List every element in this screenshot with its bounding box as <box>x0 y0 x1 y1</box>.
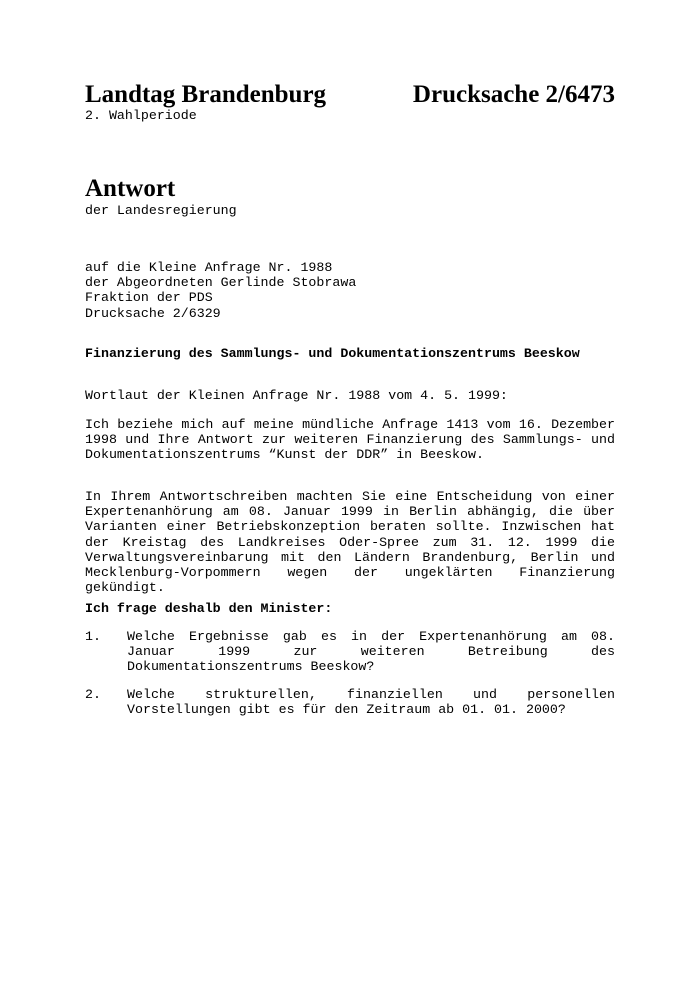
question-text: Welche strukturellen, finanziellen und personellen Vorstellungen gibt es für den Zeitraum ab 01. 01. 2000? <box>127 687 615 718</box>
parliament-name: Landtag Brandenburg <box>85 81 327 108</box>
question-heading: Ich frage deshalb den Minister: <box>85 601 333 616</box>
question-number: 1. <box>85 629 101 644</box>
legislative-period: 2. Wahlperiode <box>85 108 197 123</box>
document-header <box>85 80 615 110</box>
reference-line: der Abgeordneten Gerlinde Stobrawa <box>85 275 357 291</box>
body-paragraph: In Ihrem Antwortschreiben machten Sie eine Entscheidung von einer Expertenanhörung am 08. Januar 1999 in Berlin abhängig, die über Varianten einer Betriebskonzeption beraten sollte. Inzwischen hat der Kreistag des Landkreises Oder-Spree zum 31. 12. 1999 die Verwaltungsvereinbarung mit den Ländern Brandenburg, Berlin und Mecklenburg-Vorpommern wegen der ungeklärten Finanzierung gekündigt. <box>85 489 615 596</box>
subject-heading: Finanzierung des Sammlungs- und Dokumentationszentrums Beeskow <box>85 346 580 361</box>
question-text: Welche Ergebnisse gab es in der Expertenanhörung am 08. Januar 1999 zur weiteren Betreibung des Dokumentationszentrums Beeskow? <box>127 629 615 675</box>
body-paragraph: Ich beziehe mich auf meine mündliche Anfrage 1413 vom 16. Dezember 1998 und Ihre Antwort zur weiteren Finanzierung des Sammlungs- und Dokumentationszentrums “Kunst der DDR” in Beeskow. <box>85 417 615 463</box>
question-number: 2. <box>85 687 101 702</box>
document-number: Drucksache 2/6473 <box>412 81 615 108</box>
document-issuer: der Landesregierung <box>85 203 237 218</box>
document-page <box>85 0 615 990</box>
reference-line: Fraktion der PDS <box>85 290 213 306</box>
document-type: Antwort <box>85 175 176 202</box>
reference-line: Drucksache 2/6329 <box>85 305 221 321</box>
reference-line: auf die Kleine Anfrage Nr. 1988 <box>85 260 333 275</box>
inquiry-reference <box>85 260 356 321</box>
quote-intro: Wortlaut der Kleinen Anfrage Nr. 1988 vom 4. 5. 1999: <box>85 388 508 403</box>
